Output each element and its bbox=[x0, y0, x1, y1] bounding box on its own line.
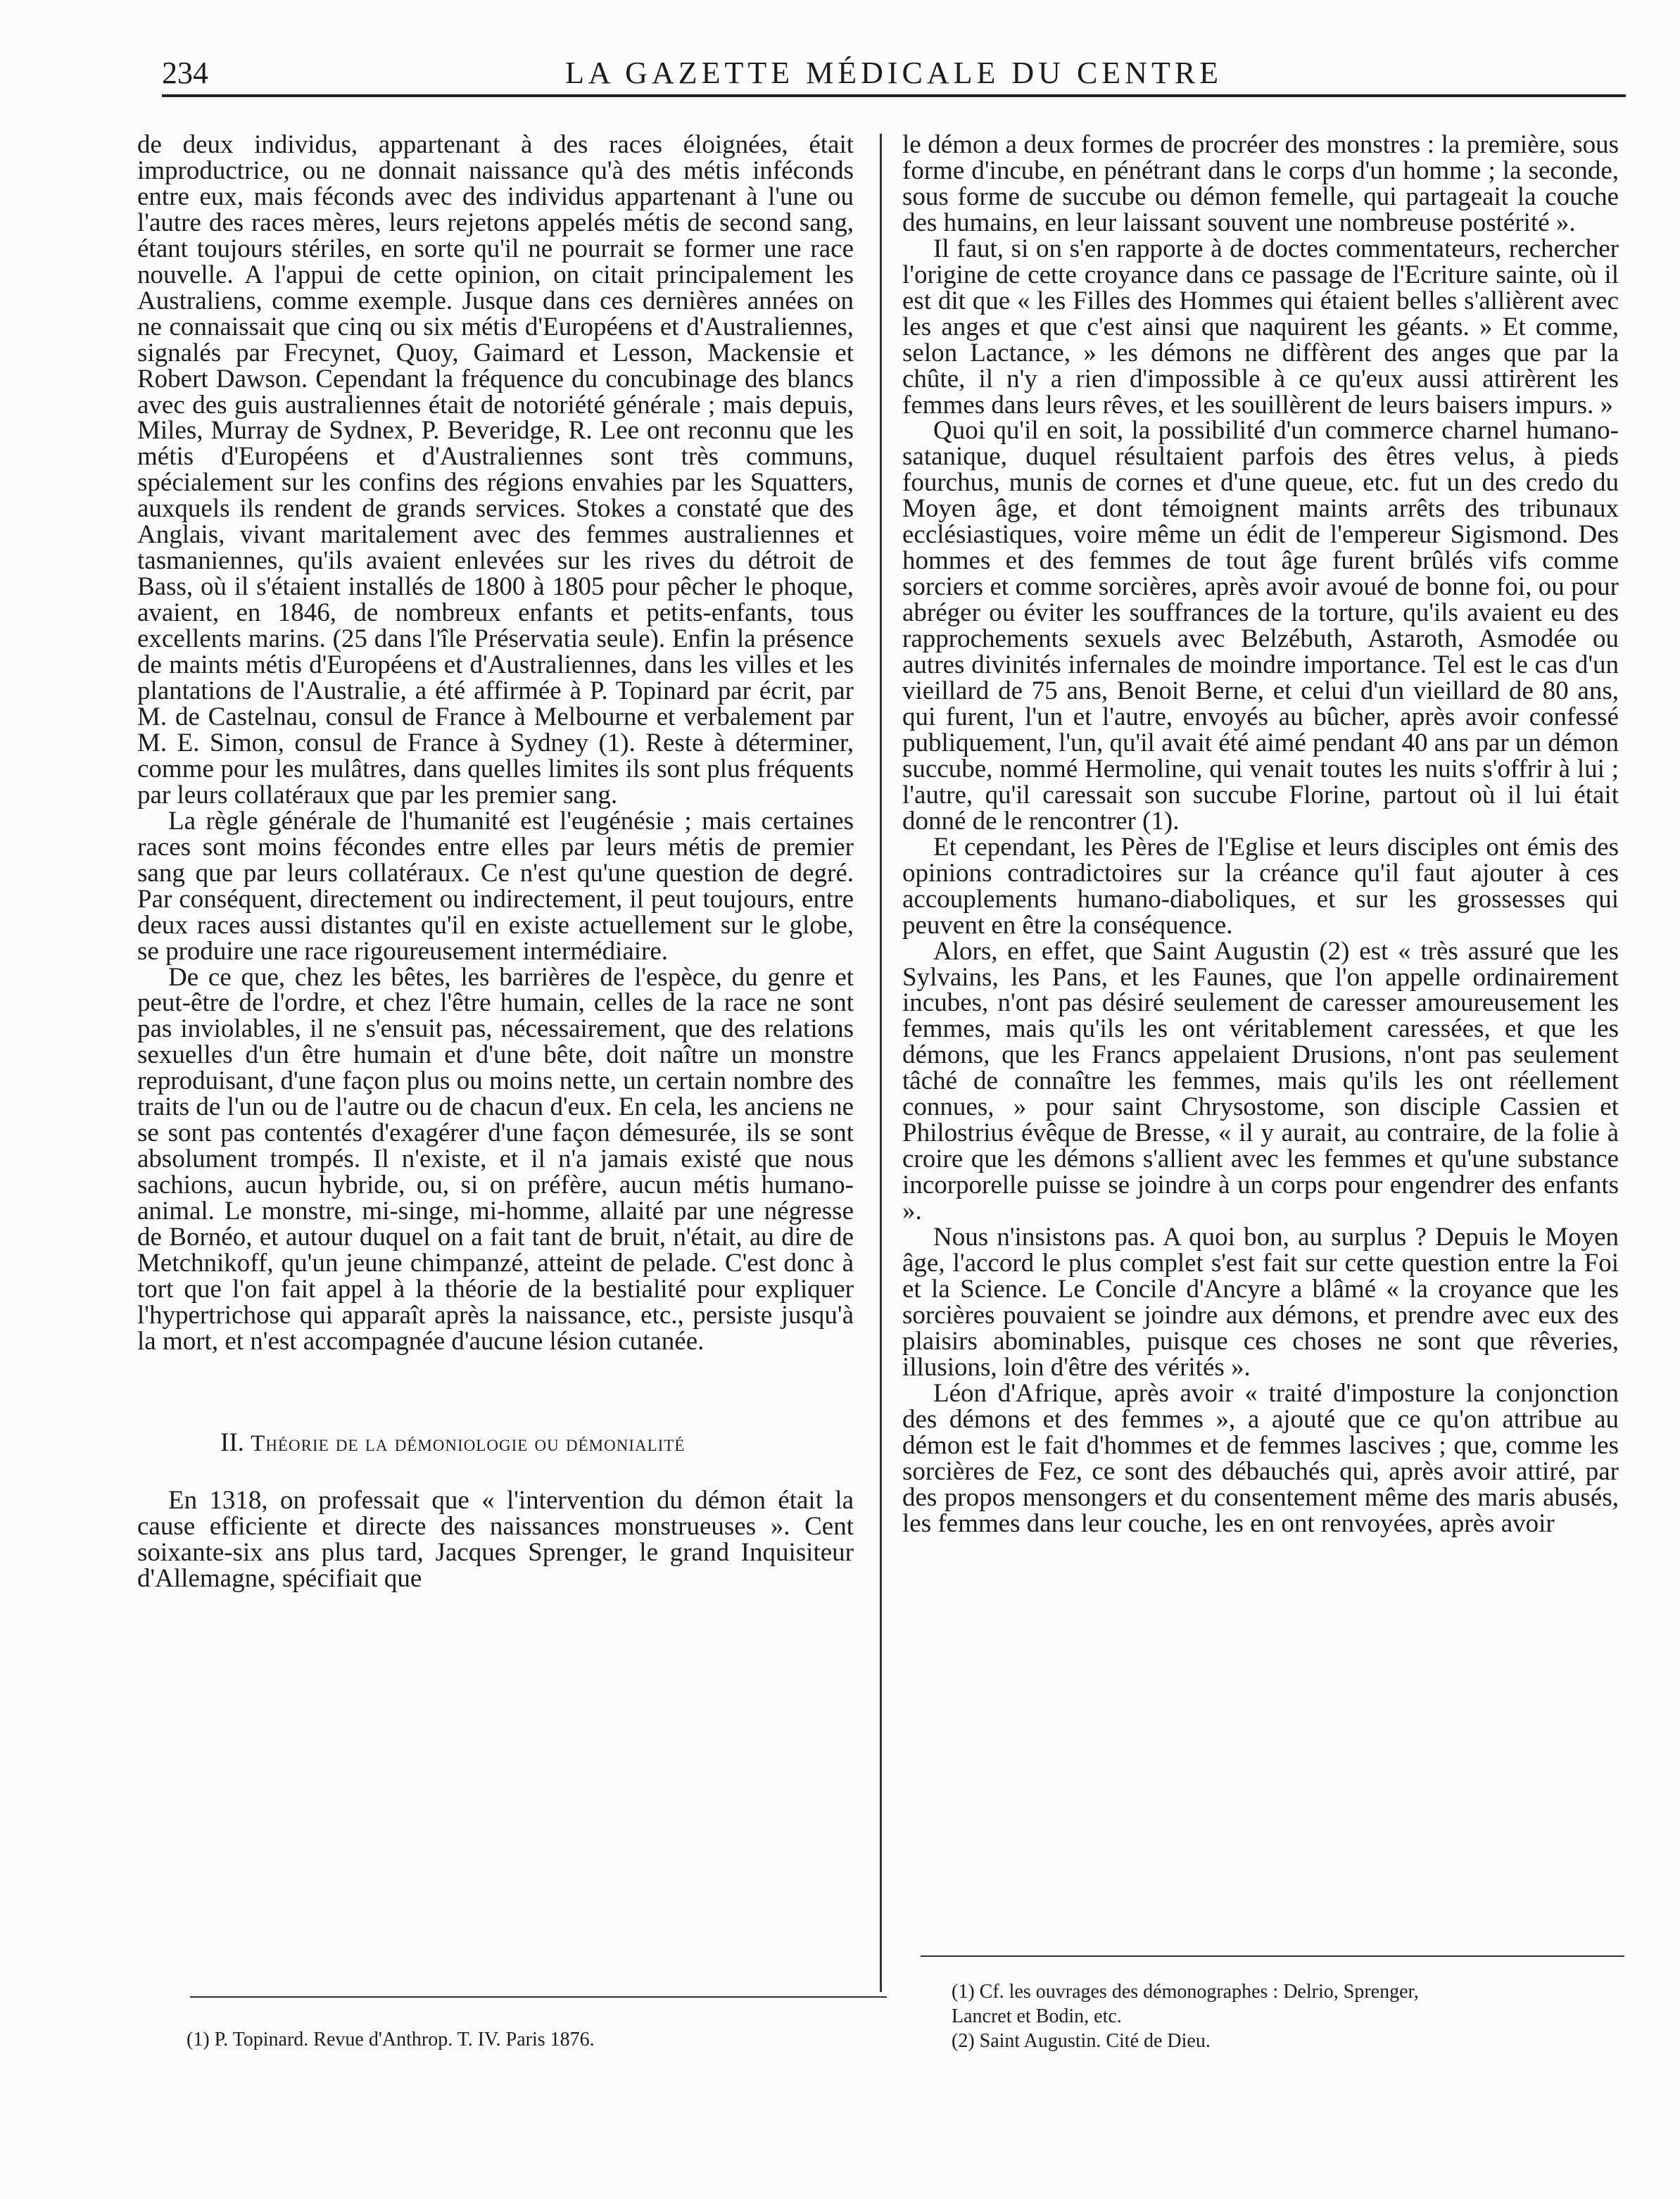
paragraph: Alors, en effet, que Saint Augustin (2) est « très assuré que les Sylvains, les Pans, et les Faunes, que l'on appelle ordinairement incubes, n'ont pas désiré seulement de caresser amoureusement les femmes, mais qu'ils les ont véritablement caressées, et que les démons, que les Francs appelaient Drusions, n'ont pas seulement tâché de connaître les femmes, mais qu'ils les ont réellement connues, » pour saint Chrysostome, son disciple Cassien et Philostrius évêque de Bresse, « il y aurait, au contraire, de la folie à croire que les démons s'allient avec les femmes et qu'une substance incorporelle puisse se joindre à un corps pour engendrer des enfants ». bbox=[902, 936, 1619, 1226]
section-number: II. bbox=[220, 1428, 244, 1457]
page-number: 234 bbox=[162, 56, 208, 90]
footnotes-left bbox=[187, 2027, 876, 2052]
paragraph: Et cependant, les Pères de l'Eglise et leurs disciples ont émis des opinions contradictoires sur la créance qu'il faut ajouter à ces accouplements humano-diaboliques, et sur les grossesses qui peuvent en être la conséquence. bbox=[902, 832, 1619, 940]
paragraph: le démon a deux formes de procréer des monstres : la première, sous forme d'incube, en pénétrant dans le corps d'un homme ; la seconde, sous forme de succube ou démon femelle, qui partageait la couche des humains, en leur laissant souvent une nombreuse postérité ». bbox=[902, 130, 1619, 237]
section-heading bbox=[137, 1430, 854, 1457]
paragraph: Nous n'insistons pas. A quoi bon, au surplus ? Depuis le Moyen âge, l'accord le plus complet s'est fait sur cette question entre la Foi et la Science. Le Concile d'Ancyre a blâmé « la croyance que les sorcières pouvaient se joindre aux démons, et prendre avec eux des plaisirs abominables, puisque ces choses ne sont que rêveries, illusions, loin d'être des vérités ». bbox=[902, 1223, 1619, 1382]
left-column bbox=[137, 132, 854, 1592]
right-column bbox=[902, 132, 1619, 1537]
page-header bbox=[162, 44, 1626, 93]
footnote: (1) Cf. les ouvrages des démonographes : Delrio, Sprenger, bbox=[952, 1981, 1419, 2003]
section-title: Théorie de la démoniologie ou démonialité bbox=[251, 1430, 686, 1456]
footnote-rule bbox=[921, 1955, 1624, 1957]
paragraph: Léon d'Afrique, après avoir « traité d'imposture la conjonction des démons et des femmes », a ajouté que ce qu'on attribue au démon est le fait d'hommes et de femmes lascives ; que, comme les sorcières de Fez, ce sont des débauchés qui, après avoir attiré, par des propos mensongers et du consentement même des maris abusés, les femmes dans leur couche, les en ont renvoyées, après avoir bbox=[902, 1378, 1619, 1538]
footnote-rule bbox=[190, 1996, 887, 1998]
paragraph: En 1318, on professait que « l'intervention du démon était la cause efficiente et directe des naissances monstrueuses ». Cent soixante-six ans plus tard, Jacques Sprenger, le grand Inquisiteur d'Allemagne, spécifiait que bbox=[137, 1485, 854, 1593]
header-rule bbox=[162, 94, 1626, 97]
column-divider bbox=[880, 134, 882, 1992]
paragraph: Quoi qu'il en soit, la possibilité d'un commerce charnel humano-satanique, duquel résultaient parfois des êtres velus, à pieds fourchus, munis de cornes et d'une queue, etc. fut un des credo du Moyen âge, et dont témoignent maints arrêts des tribunaux ecclésiastiques, voire même un édit de l'empereur Sigismond. Des hommes et des femmes de tout âge furent brûlés vifs comme sorciers et comme sorcières, après avoir avoué de bonne foi, ou pour abréger ou éviter les souffrances de la torture, qu'ils avaient eu des rapprochements sexuels avec Belzébuth, Astaroth, Asmodée ou autres divinités infernales de moindre importance. Tel est le cas d'un vieillard de 75 ans, Benoit Berne, et celui d'un vieillard de 80 ans, qui furent, l'un et l'autre, envoyés au bûcher, après avoir confessé publiquement, l'un, qu'il avait été aimé pendant 40 ans par un démon succube, nommé Hermoline, qui venait toutes les nuits s'offrir à lui ; l'autre, qu'il caressait son succube Florine, partout où il lui était donné de le rencontrer (1). bbox=[902, 416, 1619, 836]
footnote: (1) P. Topinard. Revue d'Anthrop. T. IV. Paris 1876. bbox=[187, 2029, 595, 2050]
paragraph: De ce que, chez les bêtes, les barrières de l'espèce, du genre et peut-être de l'ordre, et chez l'être humain, celles de la race ne sont pas inviolables, il ne s'ensuit pas, nécessairement, que des relations sexuelles d'un être humain et d'une bête, doit naître un monstre reproduisant, d'une façon plus ou moins nette, un certain nombre des traits de l'un ou de l'autre ou de chacun d'eux. En cela, les anciens ne se sont pas contentés d'exagérer d'une façon démesurée, ils se sont absolument trompés. Il n'existe, et il n'a jamais existé que nous sachions, aucun hybride, ou, si on préfère, aucun métis humano-animal. Le monstre, mi-singe, mi-homme, allaité par une négresse de Bornéo, et autour duquel on a fait tant de bruit, n'était, au dire de Metchnikoff, qu'un jeune chimpanzé, atteint de pelade. C'est donc à tort que l'on fait appel à la théorie de la bestialité pour expliquer l'hypertrichose qui apparaît après la naissance, etc., persiste jusqu'à la mort, et n'est accompagnée d'aucune lésion cutanée. bbox=[137, 962, 854, 1356]
footnotes-right bbox=[952, 1979, 1627, 2053]
paragraph: Il faut, si on s'en rapporte à de doctes commentateurs, rechercher l'origine de cette croyance dans ce passage de l'Ecriture sainte, où il est dit que « les Filles des Hommes qui étaient belles s'allièrent avec les anges et que c'est ainsi que naquirent les géants. » Et comme, selon Lactance, » les démons ne diffèrent des anges que par la chûte, il n'y a rien d'impossible à ce qu'eux aussi attirèrent les femmes dans leurs rêves, et les souillèrent de leurs baisers impurs. » bbox=[902, 234, 1619, 420]
paragraph: de deux individus, appartenant à des races éloignées, était improductrice, ou ne donnait naissance qu'à des métis inféconds entre eux, mais féconds avec des individus appartenant à l'une ou l'autre des races mères, leurs rejetons appelés métis de second sang, étant toujours stériles, en sorte qu'il ne pourrait se former une race nouvelle. A l'appui de cette opinion, on citait principalement les Australiens, comme exemple. Jusque dans ces dernières années on ne connaissait que cinq ou six métis d'Européens et d'Australiennes, signalés par Frecynet, Quoy, Gaimard et Lesson, Mackensie et Robert Dawson. Cependant la fréquence du concubinage des blancs avec des guis australiennes était de notoriété générale ; mais depuis, Miles, Murray de Sydnex, P. Beveridge, R. Lee ont reconnu que les métis d'Européens et d'Australiennes sont très communs, spécialement sur les confins des régions envahies par les Squatters, auxquels ils rendent de grands services. Stokes a constaté que des Anglais, vivant maritalement avec des femmes australiennes et tasmaniennes, qu'ils avaient enlevées sur les rives du détroit de Bass, où il s'étaient installés de 1800 à 1805 pour pêcher le phoque, avaient, en 1846, de nombreux enfants et petits-enfants, tous excellents marins. (25 dans l'île Préservatia seule). Enfin la présence de maints métis d'Européens et d'Australiennes, dans les villes et les plantations de l'Australie, a été affirmée à P. Topinard par écrit, par M. de Castelnau, consul de France à Melbourne et verbalement par M. E. Simon, consul de France à Sydney (1). Reste à déterminer, comme pour les mulâtres, dans quelles limites ils sont plus fréquents par leurs collatéraux que par les premier sang. bbox=[137, 130, 854, 809]
footnote: (2) Saint Augustin. Cité de Dieu. bbox=[952, 2030, 1211, 2052]
footnote: Lancret et Bodin, etc. bbox=[952, 2005, 1122, 2027]
paragraph: La règle générale de l'humanité est l'eugénésie ; mais certaines races sont moins fécondes entre elles par leurs métis de premier sang que par leurs collatéraux. Ce n'est qu'une question de degré. Par conséquent, directement ou indirectement, il peut toujours, entre deux races aussi distantes qu'il en existe actuellement sur le globe, se produire une race rigoureusement intermédiaire. bbox=[137, 806, 854, 966]
running-title: LA GAZETTE MÉDICALE DU CENTRE bbox=[564, 56, 1223, 90]
